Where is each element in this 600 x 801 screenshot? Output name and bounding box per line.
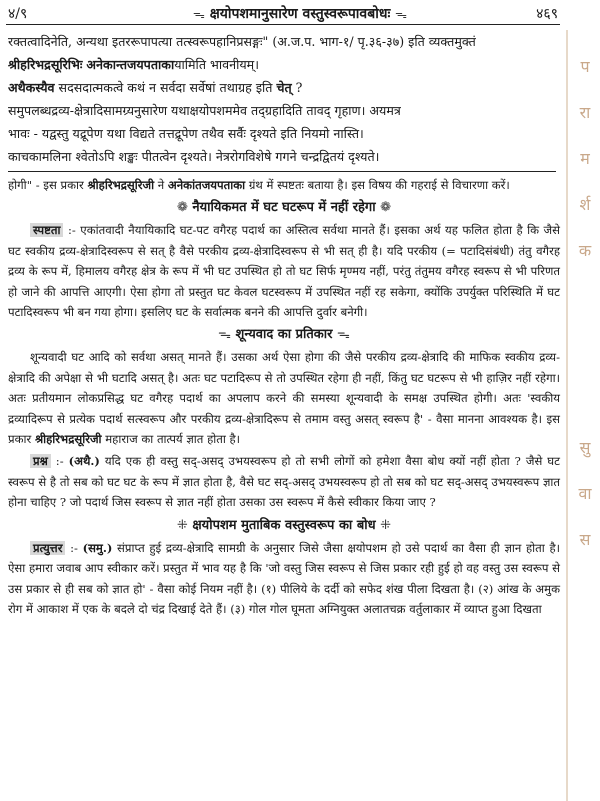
intro-text-c: ग्रंथ में स्पष्टतः बताया है। इस विषय की गहराई से विचारणा करें। bbox=[245, 178, 510, 192]
sidebar-char: वा bbox=[578, 484, 592, 503]
question-lead: अथैकस्यैव bbox=[8, 80, 55, 95]
sidebar-char: स bbox=[579, 530, 591, 549]
intro-paragraph bbox=[8, 175, 560, 195]
intro-text-a: होगी" - इस प्रकार bbox=[8, 178, 88, 192]
ornament-icon: ᯓ bbox=[337, 327, 350, 343]
flower-icon: ❁ bbox=[176, 200, 188, 216]
ornament-icon: ⁜ bbox=[380, 517, 392, 533]
label-prashna: प्रश्न bbox=[30, 454, 51, 468]
sanskrit-line-2-rest: यामिति भावनीयम्। bbox=[174, 57, 259, 72]
page-content bbox=[8, 30, 560, 619]
heading-text: नैयायिकमत में घट घटरूप में नहीं रहेगा bbox=[192, 200, 376, 216]
verse-divider bbox=[8, 171, 556, 172]
sidebar-char: म bbox=[580, 149, 590, 168]
sanskrit-line-5: भावः - यद्वस्तु यद्रूपेण यथा विद्यते तत्तद्रूपेण तथैव सर्वैः दृश्यते इति नियमो नास्ति। bbox=[8, 126, 364, 141]
sidebar-char: क bbox=[578, 241, 592, 260]
sanskrit-line-2 bbox=[8, 53, 560, 76]
page-number-right: ४६९ bbox=[536, 6, 558, 22]
answer-text: संप्राप्त हुई द्रव्य-क्षेत्रादि सामग्री के अनुसार जिसे जैसा क्षयोपशम हो उसे पदार्थ का वैसा ही ज्ञान होता है। ऐसा हमारा जवाब आप स्वीकार करें। प्रस्तुत में भाव यह है कि 'जो वस्तु जिस स्वरूप से जिस प्रकार रही हुई हो वह वस्तु उस स्वरूप से उस प्रकार से ही सब को ज्ञात हो' - वैसा कोई नियम नहीं है। (१) पीलिये के दर्दी को सफेद शंख पीला दिखता है। (२) आंख के अमुक रोग में आकाश में एक के बदले दो चंद्र दिखाई देते हैं। (३) गोल गोल घूमता अग्नियुक्त अलातचक्र वर्तुलाकार में व्याप्त हुआ दिखता bbox=[8, 540, 561, 616]
label-pratyuttar: प्रत्युत्तर bbox=[30, 541, 65, 555]
clarification-text: :- एकांतवादी नैयायिकादि घट-पट वगैरह पदार्थ का अस्तित्व सर्वथा मानते हैं। इसका अर्थ यह फलित होता है कि जैसे घट स्वकीय द्रव्य-क्षेत्रादिस्वरूप से सत् है वैसे परकीय द्रव्य-क्षेत्रादिस्वरूप से भी सत् ही है। यदि परकीय (= पटादिसंबंधी) तंतु वगैरह द्रव्य के रूप में, हिमालय वगैरह क्षेत्र के रूप में भी घट उपस्थित हो तो घट सिर्फ मृण्मय नहीं, परंतु तंतुमय वगैरह स्वरूप से भी परिणत हो जाने की आपत्ति आएगी। ऐसा होगा तो प्रस्तुत घट केवल घटस्वरूप में उपस्थित नहीं रह सकेगा, क्योंकि उपर्युक्त परिस्थिति में घट पटादिस्वरूप भी बन गया होगा। इसलिए घट के सर्वात्मक बनने की आपत्ति दुर्वार बनेगी। bbox=[8, 223, 560, 320]
section-heading-nyaya bbox=[8, 197, 560, 219]
heading-text: क्षयोपशम मुताबिक वस्तुस्वरूप का बोध bbox=[192, 517, 376, 533]
page-number-left: ४/९ bbox=[8, 6, 28, 22]
flower-icon: ❁ bbox=[380, 200, 392, 216]
author-name: श्रीहरिभद्रसूरिजी bbox=[34, 432, 102, 447]
label-spashtata: स्पष्टता bbox=[30, 223, 63, 237]
sidebar-char: र्श bbox=[579, 195, 591, 214]
work-title: अनेकांतजयपताका bbox=[167, 178, 246, 192]
ornament-right-icon: ᯓ bbox=[395, 7, 407, 21]
work-title: अनेकान्तजयपताका bbox=[86, 57, 175, 72]
ornament-left-icon: ᯓ bbox=[192, 7, 205, 21]
reference-marker: (अथै.) bbox=[68, 454, 100, 469]
sidebar-label-paramarshak bbox=[568, 44, 600, 274]
running-title-text: क्षयोपशमानुसारेण वस्तुस्वरूपावबोधः bbox=[209, 6, 391, 22]
page-header bbox=[0, 0, 600, 26]
running-title bbox=[0, 4, 600, 23]
sidebar-char: प bbox=[580, 57, 590, 76]
sidebar-label-suvas bbox=[568, 425, 600, 563]
section-heading-kshayopasham bbox=[8, 515, 560, 537]
sanskrit-line-1: रक्तत्वादिनेति, अन्यथा इतररूपापत्या तत्स्वरूपहानिप्रसङ्गः" (अ.ज.प. भाग-१/ पृ.३६-३७) इति व्यक्तमुक्तं bbox=[8, 34, 476, 49]
sanskrit-line-4: समुपलब्धद्रव्य-क्षेत्रादिसामग्र्यनुसारेण यथाक्षयोपशममेव तद्ग्रहादिति तावद् गृहाण। अयमत्र bbox=[8, 103, 401, 118]
ornament-icon: ⁜ bbox=[176, 517, 188, 533]
shunyavad-text-b: महाराज का तात्पर्य ज्ञात होता है। bbox=[101, 432, 241, 447]
shunyavad-paragraph bbox=[8, 347, 560, 449]
clarification-paragraph bbox=[8, 220, 560, 322]
sidebar-char: सु bbox=[579, 438, 591, 457]
question-marker: चेत् bbox=[276, 80, 292, 95]
heading-text: शून्यवाद का प्रतिकार bbox=[235, 327, 333, 343]
section-heading-shunyavad bbox=[8, 324, 560, 346]
ornament-icon: ᯓ bbox=[218, 327, 231, 343]
question-paragraph: प्रश्न :- (अथै.) यदि एक ही वस्तु सद्-असद् उभयस्वरूप हो तो सभी लोगों को हमेशा वैसा बोध क्यों नहीं होता ? जैसे घट स्वरूप से है तो सब को घट घट के रूप में ज्ञात होता है, वैसे घट सद्-असद् उभयस्वरूप हो तो सब को घट सद्-असद् उभयस्वरूप ज्ञात होना चाहिए ? जो पदार्थ जिस स्वरूप से ज्ञात नहीं होता उसका उस स्वरूप में कैसे स्वीकार किया जाए ? bbox=[8, 454, 560, 510]
shunyavad-text-a: शून्यवादी घट आदि को सर्वथा असत् मानते हैं। उसका अर्थ ऐसा होगा की जैसे परकीय द्रव्य-क्षेत्रादि की माफिक स्वकीय द्रव्य-क्षेत्रादि की अपेक्षा से भी घटादि असत् है। अतः घट पटादिरूप से तो उपस्थित रहेगा ही नहीं, किंतु घट घटरूप से भी हाज़िर नहीं रहेगा। अतः प्रतीयमान लोकप्रसिद्ध घट वगैरह पदार्थ का अपलाप करने की समस्या शून्यवादी के समक्ष उपस्थित होगी। अतः 'स्वकीय द्रव्यादिरूप से प्रत्येक पदार्थ सत्स्वरूप और परकीय द्रव्य-क्षेत्रादिरूप से तमाम वस्तु असत् स्वरूप है' - वैसा मानना आवश्यक है। इस प्रकार bbox=[8, 350, 560, 447]
header-rule bbox=[6, 24, 560, 25]
reference-marker: (समु.) bbox=[82, 540, 113, 555]
author-name: श्रीहरिभद्रसूरिभिः bbox=[8, 57, 83, 72]
answer-paragraph: प्रत्युत्तर :- (समु.) संप्राप्त हुई द्रव्य-क्षेत्रादि सामग्री के अनुसार जिसे जैसा क्षयोपशम हो उसे पदार्थ का वैसा ही ज्ञान होता है। ऐसा हमारा जवाब आप स्वीकार करें। प्रस्तुत में भाव यह है कि 'जो वस्तु जिस स्वरूप से जिस प्रकार रही हुई हो वह वस्तु उस स्वरूप से उस प्रकार से ही सब को ज्ञात हो' - वैसा कोई नियम नहीं है। (१) पीलिये के दर्दी को सफेद शंख पीला दिखता है। (२) आंख के अमुक रोग में आकाश में एक के बदले दो चंद्र दिखाई देते हैं। (३) गोल गोल घूमता अग्नियुक्त अलातचक्र वर्तुलाकार में व्याप्त हुआ दिखता bbox=[8, 540, 561, 616]
sidebar-char: रा bbox=[579, 103, 591, 122]
question-end: ? bbox=[291, 80, 303, 95]
author-name: श्रीहरिभद्रसूरिजी bbox=[87, 178, 155, 192]
question-body: सदसदात्मकत्वे कथं न सर्वदा सर्वेषां तथाग्रह इति bbox=[54, 80, 277, 95]
question-text: यदि एक ही वस्तु सद्-असद् उभयस्वरूप हो तो सभी लोगों को हमेशा वैसा बोध क्यों नहीं होता ? जैसे घट स्वरूप से है तो सब को घट घट के रूप में ज्ञात होता है, वैसे घट सद्-असद् उभयस्वरूप हो तो सब को घट सद्-असद् उभयस्वरूप ज्ञात होना चाहिए ? जो पदार्थ जिस स्वरूप से ज्ञात नहीं होता उसका उस स्वरूप में कैसे स्वीकार किया जाए ? bbox=[8, 454, 560, 510]
side-margin bbox=[566, 30, 600, 801]
intro-text-b: ने bbox=[154, 178, 168, 192]
sanskrit-line-6: काचकामलिना श्वेतोऽपि शङ्खः पीतत्वेन दृश्यते। नेत्ररोगविशेषे गगने चन्द्रद्वितयं दृश्यते। bbox=[8, 149, 380, 164]
sanskrit-question bbox=[8, 76, 560, 99]
